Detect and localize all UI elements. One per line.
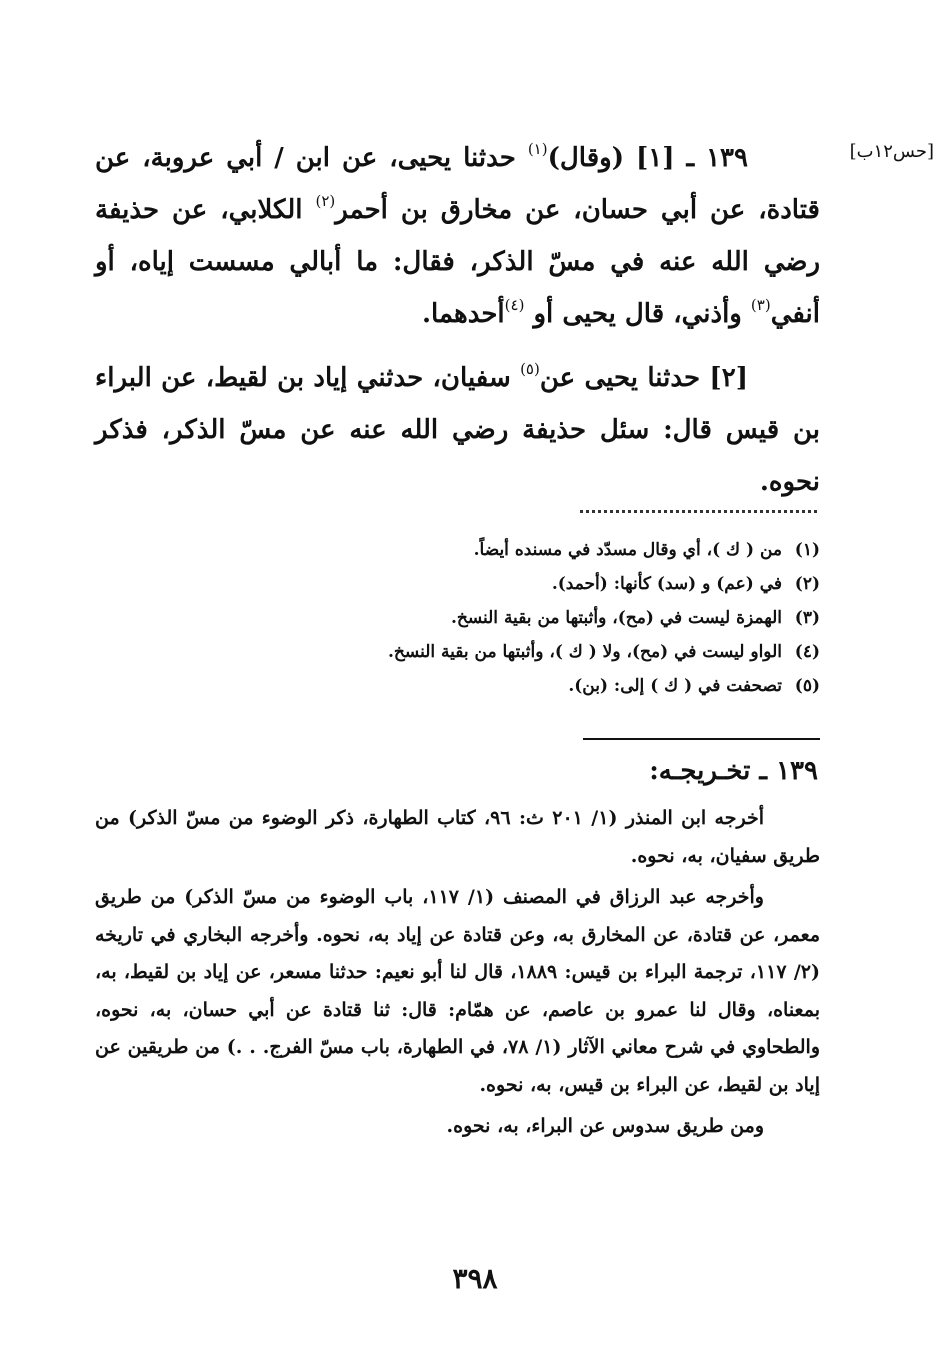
hadith-number: ١٣٩ ـ [١] (وقال): [547, 143, 748, 173]
hadith-paragraph-1: [95, 132, 820, 340]
footnote-text: الهمزة ليست في (مح)، وأثبتها من بقية النسخ.: [450, 608, 782, 628]
page-number: ٣٩٨: [452, 1262, 498, 1295]
text-span: حدثنا يحيى، عن ابن / أبي عروبة، عن قتادة، عن أبي حسان، عن مخارق بن أحمر: [95, 143, 820, 225]
section-divider: [583, 738, 820, 740]
footnote-ref-4: (٤): [504, 296, 525, 314]
footnote-item: [388, 635, 820, 669]
footnote-ref-1: (١): [527, 140, 548, 158]
text-span: أحدهما.: [421, 299, 505, 329]
text-span: سفيان، حدثني إياد بن لقيط، عن البراء بن قيس قال: سئل حذيفة رضي الله عنه عن مسّ الذكر، فذكر نحوه.: [95, 363, 820, 497]
footnote-item: [400, 533, 820, 567]
takhrij-paragraph-2: وأخرجه عبد الرزاق في المصنف (١/ ١١٧، باب الوضوء من مسّ الذكر) من طريق معمر، عن قتادة، عن المخارق به، وعن قتادة عن إياد به، نحوه. وأخرجه البخاري في تاريخه (٢/ ١١٧، ترجمة البراء بن قيس: ١٨٨٩، قال لنا أبو نعيم: حدثنا مسعر، عن إياد بن لقيط، به، بمعناه، وقال لنا عمرو بن عاصم، عن همّام: قال: ثنا قتادة عن أبي حسان، به، نحوه، والطحاوي في شرح معاني الآثار (١/ ٧٨، في الطهارة، باب مسّ الفرج. . .) من طريقين عن إياد بن لقيط، عن البراء بن قيس، به، نحوه.: [95, 886, 820, 1096]
footnote-text: في (عم) و (سد) كأنها: (أحمد).: [551, 574, 782, 594]
takhrij-text: [95, 800, 820, 1146]
footnote-separator-dots: [580, 510, 817, 517]
takhrij-paragraph-1: أخرجه ابن المنذر (١/ ٢٠١ ث: ٩٦، كتاب الطهارة، ذكر الوضوء من مسّ الذكر) من طريق سفيان، به، نحوه.: [95, 807, 820, 867]
footnote-text: من ( ك )، أي وقال مسدّد في مسنده أيضاً.: [473, 540, 782, 560]
footnote-number: (٣): [794, 608, 820, 628]
footnote-text: تصحفت في ( ك ) إلى: (بن).: [568, 676, 782, 696]
text-span: [٢] حدثنا يحيى عن: [539, 363, 748, 393]
manuscript-folio-note: [حس١٢ب]: [849, 141, 934, 162]
footnote-ref-3: (٣): [750, 296, 771, 314]
footnote-number: (١): [794, 540, 820, 560]
footnote-number: (٤): [794, 642, 820, 662]
footnote-number: (٥): [794, 676, 820, 696]
footnote-text: الواو ليست في (مح)، ولا ( ك )، وأثبتها من بقية النسخ.: [388, 642, 782, 662]
text-span: الكلابي، عن حذيفة رضي الله عنه في مسّ الذكر، فقال: ما أبالي مسست إياه، أو أنفي: [95, 195, 820, 329]
hadith-paragraph-2: [95, 352, 820, 508]
text-span: وأذني، قال يحيى أو: [524, 299, 751, 329]
footnote-item: [400, 601, 820, 635]
footnote-ref-2: (٢): [315, 192, 336, 210]
footnotes: [388, 533, 820, 703]
footnote-number: (٢): [794, 574, 820, 594]
takhrij-paragraph-3: ومن طريق سدوس عن البراء، به، نحوه.: [446, 1115, 764, 1137]
footnote-item: [400, 567, 820, 601]
footnote-item: [400, 669, 820, 703]
takhrij-heading: ١٣٩ ـ تخـريجـه:: [649, 756, 818, 786]
hadith-text: [95, 132, 820, 508]
footnote-ref-5: (٥): [520, 360, 540, 378]
